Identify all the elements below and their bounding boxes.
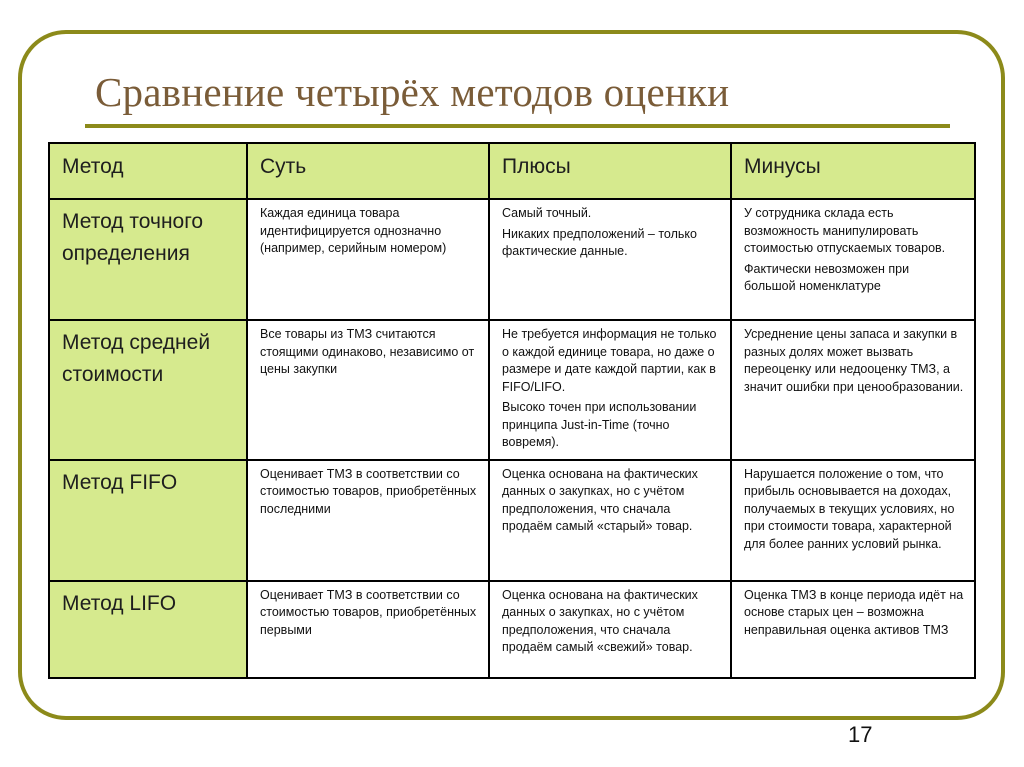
cons-text: У сотрудника склада есть возможность манипулировать стоимостью отпускаемых товаров. bbox=[744, 206, 946, 255]
essence-text: Оценивает ТМЗ в соответствии со стоимостью товаров, приобретённых первыми bbox=[260, 587, 477, 637]
cons-text: Нарушается положение о том, что прибыль основывается на доходах, получаемых в текущих условиях, но при стоимости товара, характерной для более ранних условий рынка. bbox=[744, 466, 955, 551]
cons-cell bbox=[731, 199, 975, 320]
pros-cell bbox=[489, 581, 731, 678]
method-name: Метод LIFO bbox=[49, 581, 247, 678]
pros-text: Оценка основана на фактических данных о закупках, но с учётом предположения, что сначала продаём самый «старый» товар. bbox=[502, 466, 698, 533]
pros-cell bbox=[489, 320, 731, 460]
slide-title: Сравнение четырёх методов оценки bbox=[95, 69, 730, 115]
essence-cell bbox=[247, 199, 489, 320]
cons-text: Усреднение цены запаса и закупки в разных долях может вызвать переоценку или недооценку ТМЗ, а значит ошибки при ценообразовании. bbox=[744, 327, 964, 394]
essence-cell bbox=[247, 320, 489, 460]
essence-text: Оценивает ТМЗ в соответствии со стоимостью товаров, приобретённых последними bbox=[260, 466, 477, 516]
header-pros: Плюсы bbox=[489, 143, 731, 199]
table-row bbox=[49, 581, 975, 678]
pros-cell bbox=[489, 199, 731, 320]
method-name: Метод средней стоимости bbox=[49, 320, 247, 460]
essence-cell bbox=[247, 581, 489, 678]
pros-text: Высоко точен при использовании принципа Just-in-Time (точно вовремя). bbox=[502, 400, 697, 449]
essence-cell bbox=[247, 460, 489, 581]
cons-cell bbox=[731, 460, 975, 581]
cons-cell bbox=[731, 320, 975, 460]
table-header-row bbox=[49, 143, 975, 199]
header-essence: Суть bbox=[247, 143, 489, 199]
pros-text: Оценка основана на фактических данных о закупках, но с учётом предположения, что сначала продаём самый «свежий» товар. bbox=[502, 587, 698, 654]
cons-text: Фактически невозможен при большой номенклатуре bbox=[744, 261, 910, 293]
pros-text: Никаких предположений – только фактические данные. bbox=[502, 226, 697, 258]
essence-text: Все товары из ТМЗ считаются стоящими одинаково, независимо от цены закупки bbox=[260, 327, 475, 376]
title-underline bbox=[85, 124, 950, 128]
method-name: Метод точного определения bbox=[49, 199, 247, 320]
cons-cell bbox=[731, 581, 975, 678]
table-row bbox=[49, 320, 975, 460]
table-row bbox=[49, 460, 975, 581]
header-method: Метод bbox=[49, 143, 247, 199]
page-number: 17 bbox=[848, 722, 873, 747]
header-cons: Минусы bbox=[731, 143, 975, 199]
comparison-table bbox=[48, 142, 976, 679]
cons-text: Оценка ТМЗ в конце периода идёт на основе старых цен – возможна неправильная оценка активов ТМЗ bbox=[744, 587, 964, 637]
essence-text: Каждая единица товара идентифицируется однозначно (например, серийным номером) bbox=[260, 206, 447, 255]
pros-text: Самый точный. bbox=[502, 206, 592, 220]
table-row bbox=[49, 199, 975, 320]
pros-text: Не требуется информация не только о каждой единице товара, но даже о размере и дате каждой партии, как в FIFO/LIFO. bbox=[502, 327, 717, 394]
pros-cell bbox=[489, 460, 731, 581]
method-name: Метод FIFO bbox=[49, 460, 247, 581]
